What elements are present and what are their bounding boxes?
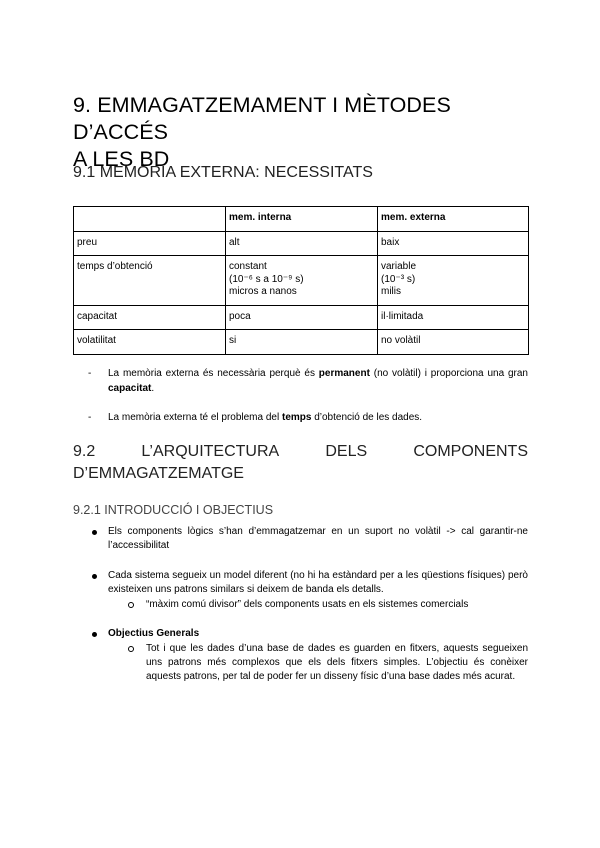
bold-run: capacitat bbox=[108, 383, 152, 394]
table-cell bbox=[226, 231, 378, 256]
table-header-cell bbox=[74, 207, 226, 232]
table-header-row bbox=[74, 207, 529, 232]
main-heading-line2: A LES BD bbox=[73, 147, 170, 171]
bullet-dot-icon bbox=[92, 574, 97, 579]
table-cell bbox=[226, 330, 378, 355]
cell-line: no volàtil bbox=[381, 335, 421, 346]
table-row bbox=[74, 256, 529, 306]
dash-marker: - bbox=[88, 412, 92, 423]
heading-word: 9.2 bbox=[73, 443, 96, 460]
cell-line: milis bbox=[381, 286, 401, 297]
sub-bullet-text: Tot i que les dades d’una base de dades es guarden en fitxers, aquests segueixen uns patrons més complexos que els dels fitxers simples. L’objectiu és conèixer aquests patrons, per tal de poder fer un disseny físic d’una base dades més acurat. bbox=[146, 643, 528, 682]
sub-bullet-item bbox=[128, 598, 528, 612]
bullet-circle-icon bbox=[128, 646, 134, 652]
cell-line: constant bbox=[229, 261, 267, 272]
cell-line: micros a nanos bbox=[229, 286, 297, 297]
heading-word: L’ARQUITECTURA bbox=[141, 443, 280, 460]
text-run: . bbox=[151, 383, 155, 394]
heading-word: DELS bbox=[325, 443, 368, 460]
dash-marker: - bbox=[88, 368, 92, 379]
table-cell: preu bbox=[74, 231, 226, 256]
bold-run: permanent bbox=[318, 368, 370, 379]
table-cell bbox=[226, 305, 378, 330]
dash-item-time bbox=[88, 410, 528, 425]
bullet-dot-icon bbox=[92, 530, 97, 535]
table-cell: capacitat bbox=[74, 305, 226, 330]
cell-line: poca bbox=[229, 310, 251, 322]
table-row bbox=[74, 231, 529, 256]
section-9-2-1-heading: 9.2.1 INTRODUCCIÓ I OBJECTIUS bbox=[73, 503, 274, 517]
section-9-1-heading: 9.1 MEMÒRIA EXTERNA: NECESSITATS bbox=[73, 164, 373, 181]
bullet-item bbox=[88, 627, 528, 641]
text-run: d’obtenció de les dades. bbox=[311, 412, 423, 423]
table-row bbox=[74, 305, 529, 330]
dash-item-text bbox=[108, 366, 528, 396]
table-cell bbox=[378, 231, 529, 256]
section-9-2-heading bbox=[73, 441, 528, 485]
table-cell bbox=[378, 256, 529, 306]
text-run: La memòria externa és necessària perquè és bbox=[108, 368, 319, 379]
heading-word: COMPONENTS bbox=[413, 443, 528, 460]
main-heading bbox=[73, 92, 528, 173]
cell-line: il·limitada bbox=[381, 310, 424, 322]
table-cell bbox=[378, 305, 529, 330]
table-cell bbox=[378, 330, 529, 355]
text-run: (no volàtil) i proporciona una gran bbox=[369, 368, 528, 379]
bullet-text: Cada sistema segueix un model diferent (no hi ha estàndard per a les qüestions físiques) però existeixen uns patrons similars si deixem de banda els detalls. bbox=[108, 570, 528, 595]
bullet-dot-icon bbox=[92, 632, 97, 637]
table-cell bbox=[226, 256, 378, 306]
cell-line: (10⁻⁶ s a 10⁻⁹ s) bbox=[229, 273, 304, 285]
bold-run: temps bbox=[281, 412, 312, 423]
cell-line: baix bbox=[381, 236, 400, 248]
dash-item-permanent bbox=[88, 366, 528, 396]
section-9-2-heading-line2: D’EMMAGATZEMATGE bbox=[73, 465, 244, 482]
bullet-title bbox=[108, 627, 528, 641]
cell-line: si bbox=[229, 335, 237, 346]
cell-line: (10⁻³ s) bbox=[381, 273, 416, 285]
text-run: La memòria externa té el problema del bbox=[108, 412, 282, 423]
main-heading-line1: 9. EMMAGATZEMAMENT I MÈTODES D’ACCÉS bbox=[73, 93, 451, 144]
section-9-2-heading-line1 bbox=[73, 441, 528, 463]
table-header-cell: mem. externa bbox=[378, 207, 529, 232]
bullet-circle-icon bbox=[128, 602, 134, 608]
cell-line: alt bbox=[229, 236, 240, 248]
bullet-item bbox=[88, 525, 528, 553]
sub-bullet-text: “màxim comú divisor” dels components usats en els sistemes comercials bbox=[146, 599, 469, 610]
bullet-text: Els components lògics s’han d’emmagatzemar en un suport no volàtil -> cal garantir-ne l’accessibilitat bbox=[108, 526, 528, 551]
table-cell: temps d’obtenció bbox=[74, 256, 226, 306]
bold-run: Objectius Generals bbox=[108, 628, 200, 639]
memory-comparison-table bbox=[73, 206, 529, 355]
sub-bullet-item bbox=[128, 642, 528, 684]
dash-item-text bbox=[108, 410, 528, 425]
table-header-cell: mem. interna bbox=[226, 207, 378, 232]
cell-line: variable bbox=[381, 261, 417, 272]
table-cell: volatilitat bbox=[74, 330, 226, 355]
bullet-item bbox=[88, 569, 528, 597]
table-row bbox=[74, 330, 529, 355]
